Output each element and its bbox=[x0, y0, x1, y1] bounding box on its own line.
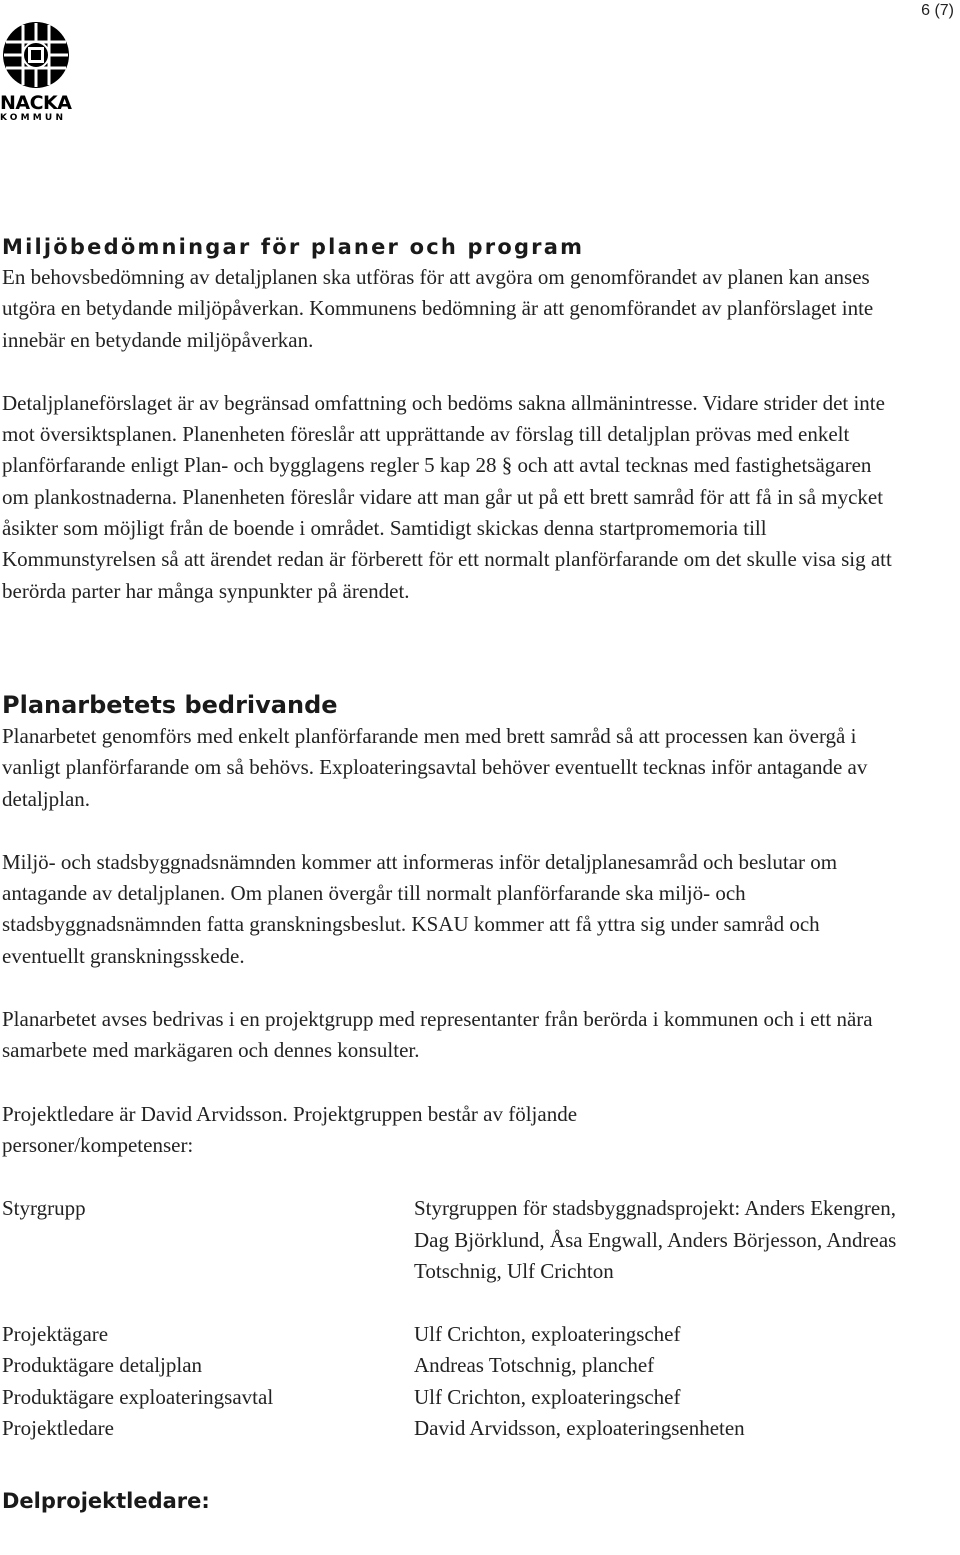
role-label: Produktägare exploateringsavtal bbox=[2, 1384, 274, 1409]
document-body bbox=[2, 232, 902, 1516]
role-label: Projektledare bbox=[2, 1416, 114, 1441]
role-label: Produktägare detaljplan bbox=[2, 1353, 203, 1378]
table-row bbox=[2, 1193, 902, 1287]
paragraph: En behovsbedömning av detaljplanen ska utföras för att avgöra om genomförandet av planen kan anses utgöra en betydande miljöpåverkan. Kommunens bedömning är att genomförandet av planförslaget inte innebär en betydande miljöpåverkan. bbox=[2, 265, 874, 352]
section-heading-planarbetets-bedrivande: Planarbetets bedrivande bbox=[2, 690, 338, 719]
role-person: Ulf Crichton, exploateringschef bbox=[414, 1322, 681, 1347]
logo-sub: KOMMUN bbox=[0, 113, 67, 123]
table-row bbox=[2, 1382, 902, 1413]
section-heading-delprojektledare: Delprojektledare: bbox=[2, 1489, 210, 1514]
role-label: Styrgrupp bbox=[2, 1196, 86, 1221]
logo-name: NACKA bbox=[0, 92, 72, 114]
paragraph: Planarbetet avses bedrivas i en projektgrupp med representanter från berörda i kommunen och i ett nära samarbete med markägaren och dennes konsulter. bbox=[2, 1007, 873, 1063]
paragraph: Planarbetet genomförs med enkelt planförfarande men med brett samråd så att processen kan övergå i vanligt planförfarande om så behövs. Exploateringsavtal behöver eventuellt tecknas inför antagande av detaljplan. bbox=[2, 723, 868, 811]
role-person: David Arvidsson, exploateringsenheten bbox=[414, 1416, 745, 1441]
paragraph: Projektledare är David Arvidsson. Projektgruppen består av följande personer/kompetenser: bbox=[2, 1101, 578, 1157]
role-person: Andreas Totschnig, planchef bbox=[414, 1353, 655, 1378]
table-row bbox=[2, 1350, 902, 1381]
page-number: 6 (7) bbox=[921, 2, 954, 19]
logo-wordmark bbox=[0, 94, 76, 123]
crest-icon bbox=[0, 20, 76, 92]
role-person: Styrgruppen för stadsbyggnadsprojekt: Anders Ekengren, Dag Björklund, Åsa Engwall, Anders Börjesson, Andreas Totschnig, Ulf Crichton bbox=[414, 1196, 897, 1283]
paragraph: Detaljplaneförslaget är av begränsad omfattning och bedöms sakna allmänintresse. Vidare strider det inte mot översiktsplanen. Planenheten föreslår att upprättande av förslag till detaljplan prövas med enkelt planförfarande enligt Plan- och bygglagens regler 5 kap 28 § och att avtal tecknas med fastighetsägaren om plankostnaderna. Planenheten föreslår vidare att man går ut på ett brett samråd för att få in så mycket åsikter som möjligt från de boende i området. Samtidigt skickas denna startpromemoria till Kommunstyrelsen så att ärendet redan är förberett för ett normalt planförfarande om det skulle visa sig att berörda parter har många synpunkter på ärendet. bbox=[2, 390, 892, 603]
role-person: Ulf Crichton, exploateringschef bbox=[414, 1384, 681, 1409]
table-row bbox=[2, 1319, 902, 1350]
nacka-kommun-logo bbox=[0, 20, 76, 124]
section-heading-miljobedomningar: Miljöbedömningar för planer och program bbox=[2, 235, 585, 259]
table-row bbox=[2, 1413, 902, 1444]
role-label: Projektägare bbox=[2, 1322, 109, 1347]
paragraph: Miljö- och stadsbyggnadsnämnden kommer att informeras inför detaljplanesamråd och beslutar om antagande av detaljplanen. Om planen övergår till normalt planförfarande ska miljö- och stadsbyggnadsnämnden fatta granskningsbeslut. KSAU kommer att få yttra sig under samråd och eventuellt granskningsskede. bbox=[2, 849, 838, 968]
project-roles-table bbox=[2, 1193, 902, 1444]
